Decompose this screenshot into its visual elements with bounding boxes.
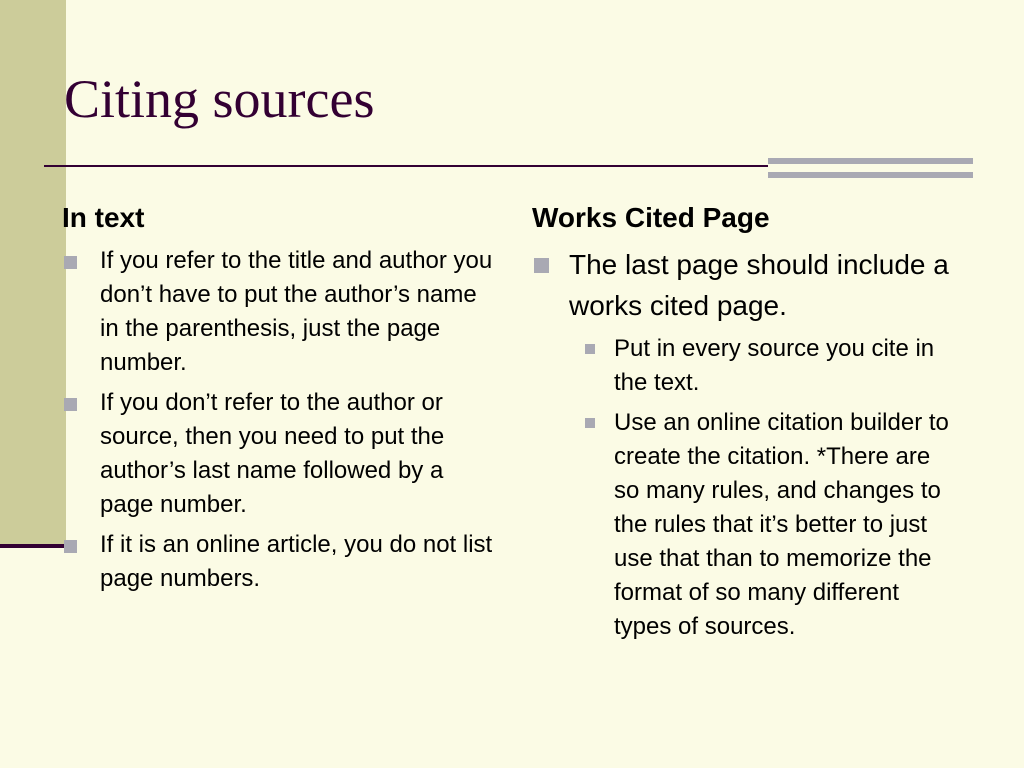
right-sub-bullet-item — [532, 406, 954, 644]
accent-rule-top — [768, 158, 973, 164]
right-bullet-item — [532, 244, 972, 326]
left-bullet-list — [62, 244, 502, 596]
left-bullet-text: If you refer to the title and author you don’t have to put the author’s name in the parenthesis, just the page number. — [100, 247, 493, 376]
right-column — [532, 198, 972, 650]
square-bullet-icon — [64, 256, 77, 269]
square-sub-bullet-icon — [585, 418, 595, 428]
right-bullet-text: The last page should include a works cited page. — [569, 249, 949, 321]
right-sub-bullet-text: Use an online citation builder to create the citation. *There are so many rules, and changes to the rules that it’s better to just use that than to memorize the format of so many different types of sources. — [614, 409, 949, 640]
title-underline — [44, 165, 768, 167]
left-column-heading: In text — [62, 202, 145, 233]
square-bullet-icon — [534, 258, 549, 273]
right-bullet-list — [532, 244, 972, 326]
square-bullet-icon — [64, 540, 77, 553]
left-bullet-text: If you don’t refer to the author or source, then you need to put the author’s last name followed by a page number. — [100, 389, 445, 518]
slide-title: Citing sources — [64, 69, 375, 129]
right-sub-bullet-text: Put in every source you cite in the text. — [614, 335, 935, 396]
left-bullet-text: If it is an online article, you do not list page numbers. — [100, 531, 493, 592]
left-bullet-item — [62, 528, 502, 596]
accent-rule-bottom — [768, 172, 973, 178]
right-sub-bullet-list — [532, 332, 972, 644]
right-column-heading: Works Cited Page — [532, 202, 770, 233]
left-bullet-item — [62, 244, 502, 380]
left-decorative-bar — [0, 0, 66, 547]
left-bullet-item — [62, 386, 502, 522]
left-column — [62, 198, 502, 602]
right-sub-bullet-item — [532, 332, 954, 400]
left-bar-rule — [0, 544, 66, 548]
square-bullet-icon — [64, 398, 77, 411]
square-sub-bullet-icon — [585, 344, 595, 354]
